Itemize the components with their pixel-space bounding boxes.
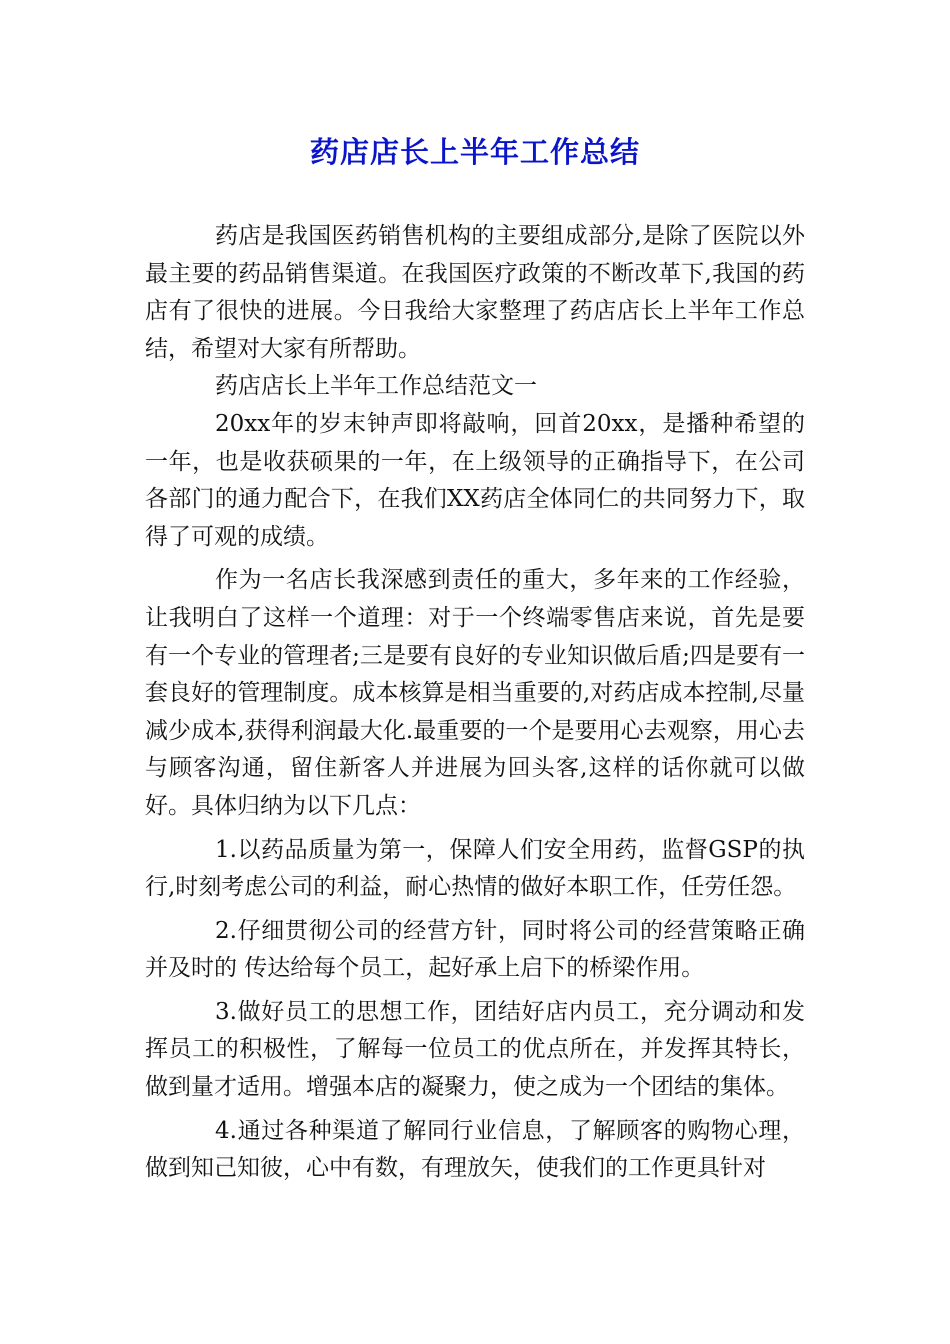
paragraph-responsibility: 作为一名店长我深感到责任的重大，多年来的工作经验，让我明白了这样一个道理：对于一个终端零售店来说，首先是要有一个专业的管理者;三是要有良好的专业知识做后盾;四是要有一套良好的管理制度。成本核算是相当重要的,对药店成本控制,尽量减少成本,获得利润最大化.最重要的一个是要用心去观察，用心去与顾客沟通，留住新客人并进展为回头客,这样的话你就可以做好。具体归纳为以下几点： [145, 567, 805, 819]
list-item-2: 2.仔细贯彻公司的经营方针，同时将公司的经营策略正确并及时的 传达给每个员工，起好承上启下的桥梁作用。 [145, 917, 805, 982]
paragraph-year-review: 20xx年的岁末钟声即将敲响，回首20xx，是播种希望的一年，也是收获硕果的一年，在上级领导的正确指导下，在公司各部门的通力配合下，在我们XX药店全体同仁的共同努力下，取得了可观的成绩。 [145, 410, 805, 550]
list-item-1: 1.以药品质量为第一，保障人们安全用药，监督GSP的执行,时刻考虑公司的利益，耐心热情的做好本职工作，任劳任怨。 [145, 836, 805, 901]
paragraph-intro: 药店是我国医药销售机构的主要组成部分,是除了医院以外最主要的药品销售渠道。在我国医疗政策的不断改革下,我国的药店有了很快的进展。今日我给大家整理了药店店长上半年工作总结，希望对大家有所帮助。 [145, 223, 805, 362]
paragraph-sample-heading: 药店店长上半年工作总结范文一 [215, 373, 537, 400]
document-title: 药店店长上半年工作总结 [309, 135, 640, 169]
list-item-4: 4.通过各种渠道了解同行业信息，了解顾客的购物心理，做到知己知彼，心中有数，有理放矢，使我们的工作更具针对 [145, 1117, 805, 1182]
list-item-3: 3.做好员工的思想工作，团结好店内员工，充分调动和发挥员工的积极性，了解每一位员工的优点所在，并发挥其特长，做到量才适用。增强本店的凝聚力，使之成为一个团结的集体。 [145, 998, 805, 1101]
document-body [145, 218, 805, 1188]
